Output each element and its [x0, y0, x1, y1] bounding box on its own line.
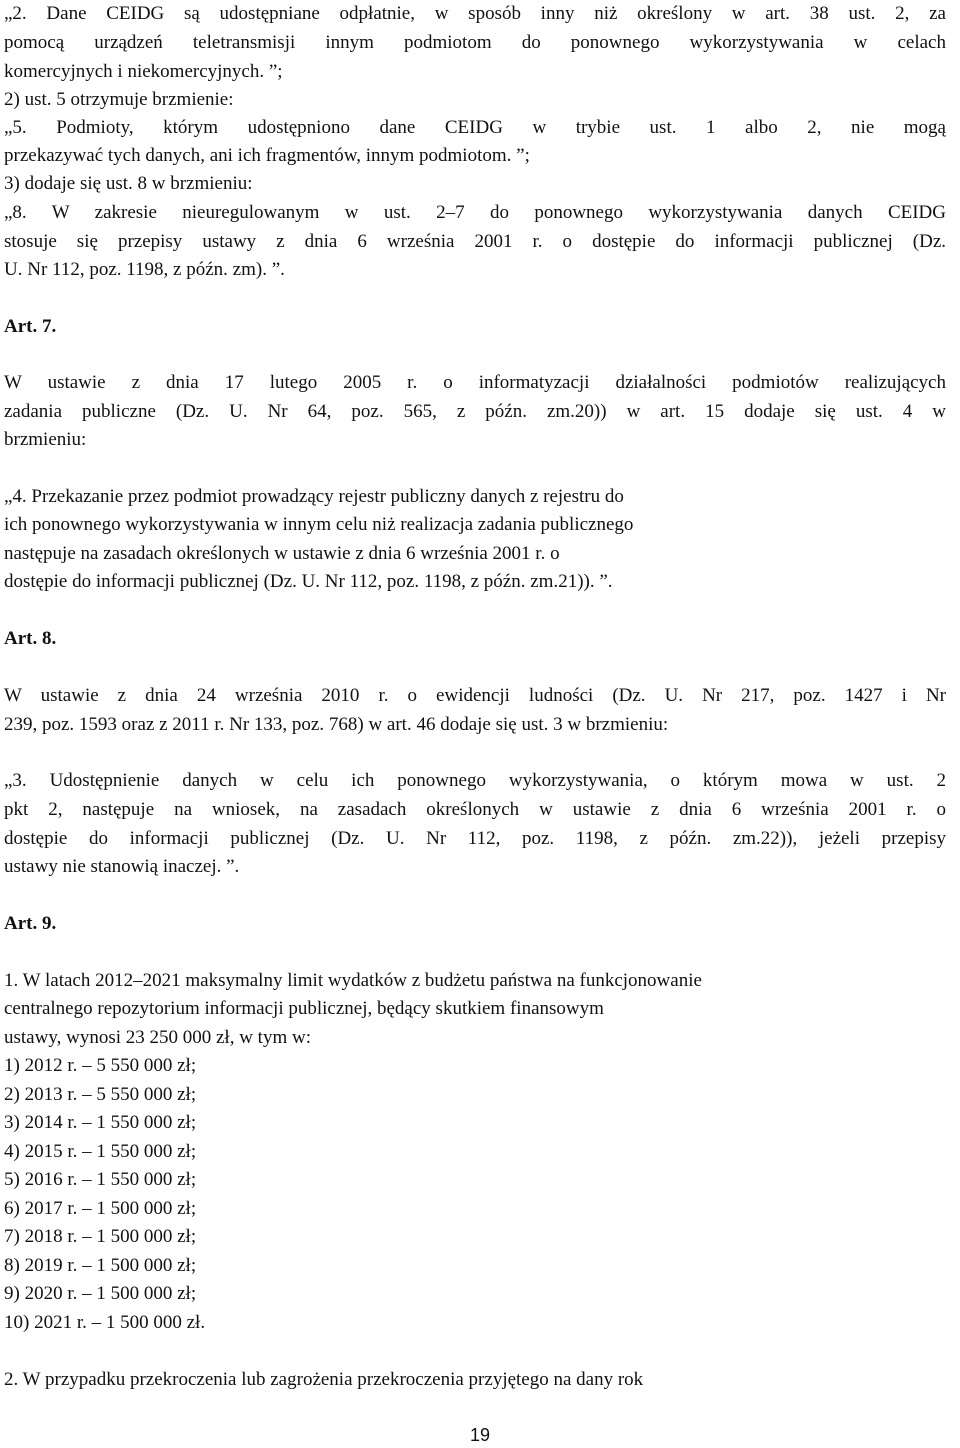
list-item: 8) 2019 r. – 1 500 000 zł; — [4, 1255, 197, 1276]
text-line: U. Nr 112, poz. 1198, z późn. zm). ”. — [4, 259, 285, 280]
list-item: 5) 2016 r. – 1 550 000 zł; — [4, 1169, 197, 1190]
list-item: 9) 2020 r. – 1 500 000 zł; — [4, 1283, 197, 1304]
text-line: 1. W latach 2012–2021 maksymalny limit wydatków z budżetu państwa na funkcjonowanie — [4, 970, 702, 991]
article-heading: Art. 9. — [4, 913, 57, 934]
text-line: „3. Udostępnienie danych w celu ich ponownego wykorzystywania, o którym mowa w ust. 2 — [4, 770, 946, 791]
text-line: 3) dodaje się ust. 8 w brzmieniu: — [4, 173, 253, 194]
list-item: 6) 2017 r. – 1 500 000 zł; — [4, 1198, 197, 1219]
text-line: „5. Podmioty, którym udostępniono dane CEIDG w trybie ust. 1 albo 2, nie mogą — [4, 117, 946, 138]
text-line: „4. Przekazanie przez podmiot prowadzący rejestr publiczny danych z rejestru do — [4, 486, 624, 507]
text-line: dostępie do informacji publicznej (Dz. U. Nr 112, poz. 1198, z późn. zm.22)), jeżeli przepisy — [4, 828, 946, 849]
text-line: W ustawie z dnia 17 lutego 2005 r. o informatyzacji działalności podmiotów realizujących — [4, 372, 946, 393]
text-line: 239, poz. 1593 oraz z 2011 r. Nr 133, poz. 768) w art. 46 dodaje się ust. 3 w brzmieniu: — [4, 714, 669, 735]
text-line: brzmieniu: — [4, 429, 87, 450]
list-item: 7) 2018 r. – 1 500 000 zł; — [4, 1226, 197, 1247]
text-line: ich ponownego wykorzystywania w innym celu niż realizacja zadania publicznego — [4, 514, 634, 535]
list-item: 1) 2012 r. – 5 550 000 zł; — [4, 1055, 197, 1076]
text-line: ustawy, wynosi 23 250 000 zł, w tym w: — [4, 1027, 311, 1048]
text-line: 2. W przypadku przekroczenia lub zagrożenia przekroczenia przyjętego na dany rok — [4, 1369, 644, 1390]
text-line: pomocą urządzeń teletransmisji innym podmiotom do ponownego wykorzystywania w celach — [4, 32, 946, 53]
article-heading: Art. 7. — [4, 316, 57, 337]
text-line: W ustawie z dnia 24 września 2010 r. o ewidencji ludności (Dz. U. Nr 217, poz. 1427 i Nr — [4, 685, 946, 706]
page-number: 19 — [469, 1425, 491, 1445]
text-line: ustawy nie stanowią inaczej. ”. — [4, 856, 240, 877]
text-line: 2) ust. 5 otrzymuje brzmienie: — [4, 89, 234, 110]
text-line: centralnego repozytorium informacji publicznej, będący skutkiem finansowym — [4, 998, 604, 1019]
text-line: „8. W zakresie nieuregulowanym w ust. 2–7 do ponownego wykorzystywania danych CEIDG — [4, 202, 946, 223]
list-item: 3) 2014 r. – 1 550 000 zł; — [4, 1112, 197, 1133]
article-heading: Art. 8. — [4, 628, 57, 649]
text-line: następuje na zasadach określonych w ustawie z dnia 6 września 2001 r. o — [4, 543, 560, 564]
text-line: zadania publiczne (Dz. U. Nr 64, poz. 565, z późn. zm.20)) w art. 15 dodaje się ust. 4 w — [4, 401, 946, 422]
text-line: komercyjnych i niekomercyjnych. ”; — [4, 61, 283, 82]
list-item: 10) 2021 r. – 1 500 000 zł. — [4, 1312, 206, 1333]
list-item: 2) 2013 r. – 5 550 000 zł; — [4, 1084, 197, 1105]
text-line: pkt 2, następuje na wniosek, na zasadach określonych w ustawie z dnia 6 września 2001 r. o — [4, 799, 946, 820]
text-line: „2. Dane CEIDG są udostępniane odpłatnie, w sposób inny niż określony w art. 38 ust. 2, za — [4, 3, 946, 24]
list-item: 4) 2015 r. – 1 550 000 zł; — [4, 1141, 197, 1162]
text-line: dostępie do informacji publicznej (Dz. U. Nr 112, poz. 1198, z późn. zm.21)). ”. — [4, 571, 613, 592]
text-line: przekazywać tych danych, ani ich fragmentów, innym podmiotom. ”; — [4, 145, 530, 166]
text-line: stosuje się przepisy ustawy z dnia 6 września 2001 r. o dostępie do informacji publicznej (Dz. — [4, 231, 946, 252]
